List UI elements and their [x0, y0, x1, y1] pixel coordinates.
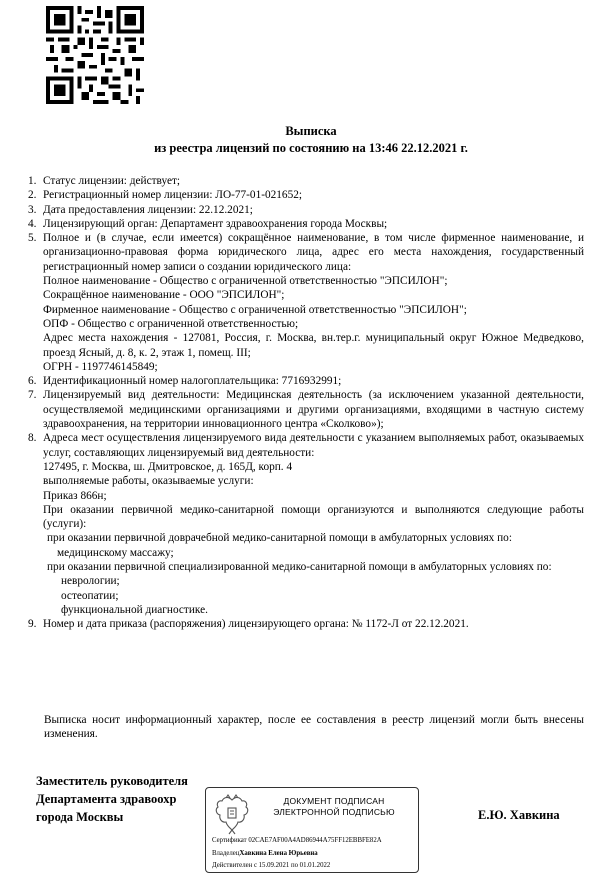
item-text: Регистрационный номер лицензии: ЛО-77-01-021652;: [43, 189, 303, 202]
item-number: 4.: [28, 217, 37, 230]
stamp-validity: Действителен с 15.09.2021 по 01.01.2022: [212, 862, 331, 869]
certificate-value: 02CAE7AF00A4AD86944A75FF12EBBFE82A: [248, 837, 382, 844]
item-text: при оказании первичной доврачебной медико-санитарной помощи в амбулаторных условиях по:: [47, 532, 512, 545]
item-text: Адреса мест осуществления лицензируемого вида деятельности с указанием выполняемых работ, оказываемых услуг, составляющих лицензируемый вид деятельности:: [43, 432, 584, 459]
item-text: Полное наименование - Общество с ограниченной ответственностью "ЭПСИЛОН";: [43, 275, 448, 288]
stamp-heading-line: ДОКУМЕНТ ПОДПИСАН: [283, 796, 385, 806]
stamp-certificate: [212, 837, 382, 844]
item-text: 127495, г. Москва, ш. Дмитровское, д. 165Д, корп. 4: [43, 460, 293, 473]
signatory-position: [36, 772, 188, 826]
list-item: [28, 231, 584, 374]
item-text: выполняемые работы, оказываемые услуги:: [43, 475, 254, 488]
item-number: 8.: [28, 432, 37, 445]
list-item: [28, 388, 584, 431]
item-number: 9.: [28, 618, 37, 631]
item-text: При оказании первичной медико-санитарной помощи организуются и выполняются следующие работы (услуги):: [43, 503, 584, 531]
item-text: Фирменное наименование - Общество с ограниченной ответственностью "ЭПСИЛОН";: [43, 303, 467, 316]
item-text: остеопатии;: [61, 589, 119, 602]
signatory-line: Департамента здравоохр: [36, 792, 177, 806]
item-text: ОГРН - 1197746145849;: [43, 360, 158, 373]
list-item: [28, 188, 584, 202]
signatory-line: Заместитель руководителя: [36, 774, 188, 788]
list-item: [28, 174, 584, 188]
item-text: Лицензирующий орган: Департамент здравоохранения города Москвы;: [43, 217, 388, 230]
item-text: неврологии;: [61, 575, 120, 588]
list-item: [28, 374, 584, 388]
document-title: Выписка: [285, 124, 337, 138]
item-text: при оказании первичной специализированной медико-санитарной помощи в амбулаторных условиях по:: [47, 561, 552, 574]
item-text: Приказ 866н;: [43, 489, 107, 502]
item-number: 3.: [28, 203, 37, 216]
item-number: 2.: [28, 189, 37, 202]
signatory-line: города Москвы: [36, 810, 124, 824]
item-number: 1.: [28, 175, 37, 187]
item-text: Идентификационный номер налогоплательщика: 7716932991;: [43, 375, 342, 388]
item-text: функциональной диагностике.: [61, 603, 208, 616]
item-text: Дата предоставления лицензии: 22.12.2021;: [43, 203, 253, 216]
license-details: [28, 174, 584, 632]
item-text: ОПФ - Общество с ограниченной ответственностью;: [43, 317, 299, 330]
electronic-signature-stamp: [205, 787, 419, 873]
item-number: 7.: [28, 389, 37, 402]
item-text: Полное и (в случае, если имеется) сокращённое наименование, в том числе фирменное наименование, и организационно-правовая форма юридического лица, адрес его места нахождения, государственный регистрационный номер записи о создании юридического лица:: [43, 232, 584, 273]
item-text: Сокращённое наименование - ООО "ЭПСИЛОН";: [43, 289, 285, 302]
owner-label: Владелец: [212, 850, 240, 857]
stamp-heading-line: ЭЛЕКТРОННОЙ ПОДПИСЬЮ: [273, 807, 395, 817]
item-text: Лицензируемый вид деятельности: Медицинская деятельность (за исключением указанной деятельности, осуществляемой медицинскими организациями и другими организациями, входящими в частную систему здравоохранения, на территории инновационного центра «Сколково»);: [43, 389, 584, 431]
list-item: [28, 617, 584, 631]
stamp-owner: [212, 850, 318, 857]
item-text: Адрес места нахождения - 127081, Россия, г. Москва, вн.тер.г. муниципальный округ Южное Медведково, проезд Ясный, д. 8, к. 2, этаж 1, помещ. III;: [43, 332, 584, 359]
item-number: 6.: [28, 375, 37, 388]
signatory-name: Е.Ю. Хавкина: [478, 808, 560, 822]
list-item: [28, 203, 584, 217]
disclaimer-note: Выписка носит информационный характер, после ее составления в реестр лицензий могли быть внесены изменения.: [44, 714, 584, 741]
list-item: [28, 431, 584, 617]
item-text: Номер и дата приказа (распоряжения) лицензирующего органа: № 1172-Л от 22.12.2021.: [43, 618, 469, 631]
coat-of-arms-icon: [212, 794, 252, 836]
list-item: [28, 217, 584, 231]
document-subtitle: из реестра лицензий по состоянию на 13:46 22.12.2021 г.: [154, 141, 468, 155]
item-text: Статус лицензии: действует;: [43, 175, 181, 187]
owner-value: Хавкина Елена Юрьевна: [239, 850, 318, 857]
stamp-heading: [254, 796, 414, 818]
qr-code: [46, 6, 144, 104]
item-number: 5.: [28, 232, 37, 245]
certificate-label: Сертификат: [212, 837, 247, 844]
item-text: медицинскому массажу;: [57, 546, 174, 559]
